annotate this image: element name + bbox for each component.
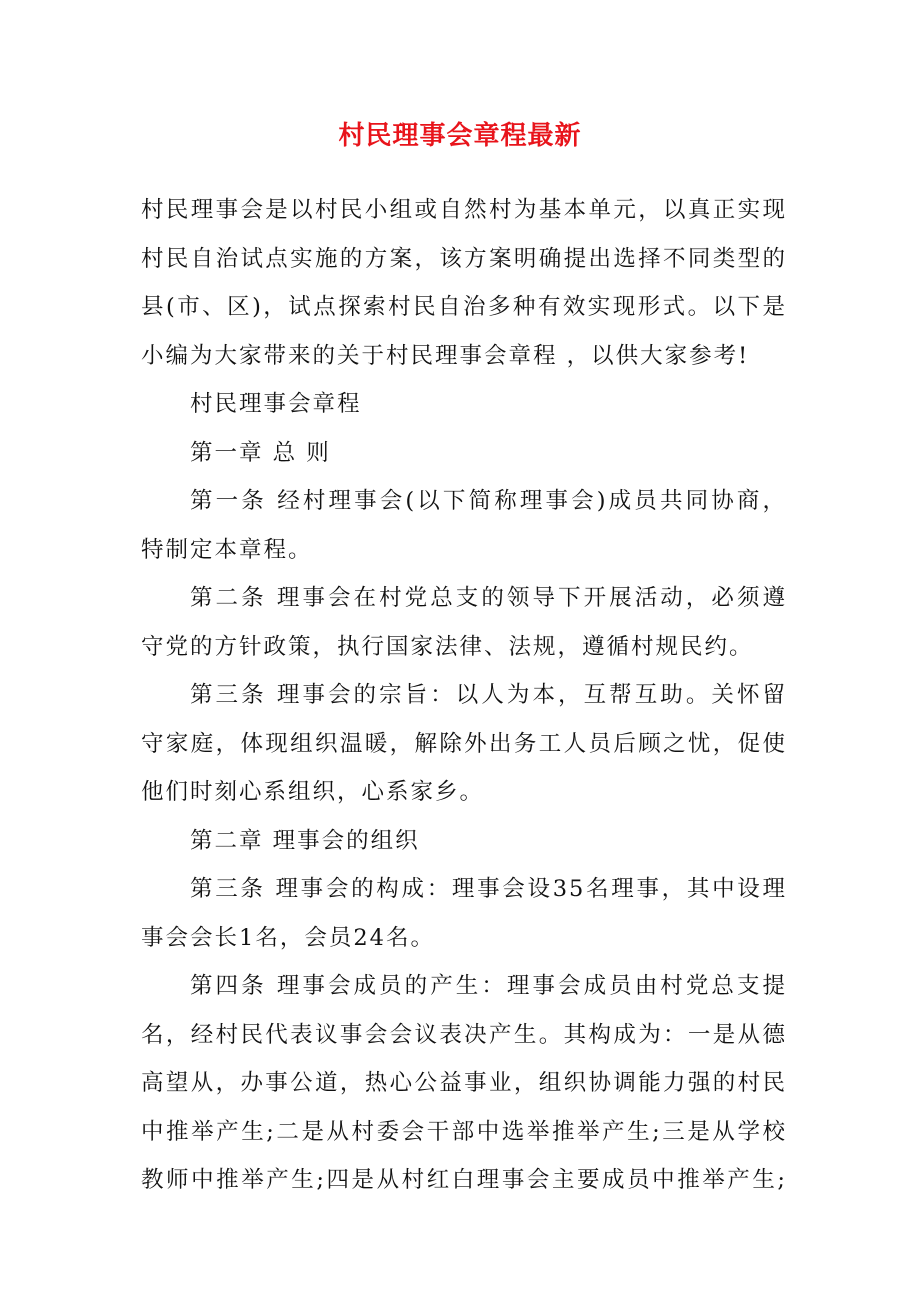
text-line: 第一条 经村理事会(以下简称理事会)成员共同协商， [190, 488, 787, 514]
article-2-paragraph [141, 574, 787, 671]
text-line: 县(市、区)，试点探索村民自治多种有效实现形式。以下是 [141, 294, 787, 320]
article-3-composition-paragraph [141, 865, 787, 962]
chapter-2-heading: 第二章 理事会的组织 [190, 827, 420, 854]
text-line: 他们时刻心系组织，心系家乡。 [141, 779, 485, 805]
text-line: 守党的方针政策，执行国家法律、法规，遵循村规民约。 [141, 633, 754, 660]
document-title: 村民理事会章程最新 [338, 121, 582, 151]
text-line: 事会会长1名，会员24名。 [141, 924, 435, 951]
text-line: 高望从，办事公道，热心公益事业，组织协调能力强的村民 [141, 1070, 787, 1096]
charter-heading: 村民理事会章程 [190, 391, 362, 417]
intro-paragraph [141, 186, 787, 380]
text-line: 特制定本章程。 [141, 536, 313, 563]
text-line: 第三条 理事会的宗旨：以人为本，互帮互助。关怀留 [190, 682, 787, 708]
text-line: 名，经村民代表议事会会议表决产生。其构成为：一是从德 [141, 1021, 787, 1048]
text-line: 守家庭，体现组织温暖，解除外出务工人员后顾之忧，促使 [141, 730, 787, 757]
text-line: 第四条 理事会成员的产生：理事会成员由村党总支提 [190, 973, 787, 999]
text-line: 教师中推举产生;四是从村红白理事会主要成员中推举产生; [141, 1167, 787, 1193]
text-line: 村民自治试点实施的方案，该方案明确提出选择不同类型的 [141, 245, 787, 272]
text-line: 第三条 理事会的构成：理事会设35名理事，其中设理 [190, 876, 787, 902]
text-line: 中推举产生;二是从村委会干部中选举推举产生;三是从学校 [141, 1118, 787, 1145]
article-3-purpose-paragraph [141, 671, 787, 817]
article-1-paragraph [141, 477, 787, 574]
document-body [141, 186, 787, 1205]
text-line: 第二条 理事会在村党总支的领导下开展活动，必须遵 [190, 585, 787, 611]
text-line: 村民理事会是以村民小组或自然村为基本单元，以真正实现 [141, 197, 787, 223]
article-4-paragraph [141, 962, 787, 1205]
chapter-1-heading: 第一章 总 则 [190, 439, 331, 466]
text-line: 小编为大家带来的关于村民理事会章程 ，以供大家参考! [141, 342, 750, 369]
